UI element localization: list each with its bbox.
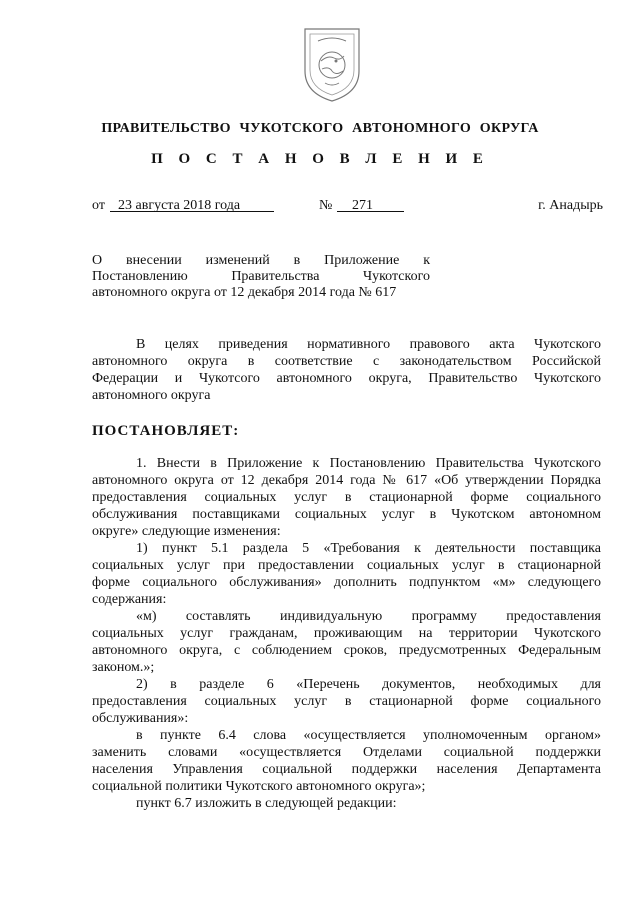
preamble-line: В целях приведения нормативного правового акта Чукотского (136, 337, 601, 352)
document-number: 271 (352, 198, 373, 213)
body-line: населения Управления социальной поддержки населения Департамента (92, 762, 601, 777)
subject-line: автономного округа от 12 декабря 2014 года № 617 (92, 285, 397, 300)
body-line: автономного округа, с соблюдением сроков, предусмотренных Федеральным (92, 643, 601, 658)
number-label: № (319, 198, 333, 213)
decree-heading: ПОСТАНОВЛЯЕТ: (92, 423, 240, 439)
body-line: социальных услуг при предоставлении социальных услуг в стационарной (92, 558, 601, 573)
date-prefix: от (92, 198, 105, 213)
body-line: 2) в разделе 6 «Перечень документов, необходимых для (136, 677, 601, 692)
decree-body (92, 455, 601, 812)
body-line: в пункте 6.4 слова «осуществляется уполномоченным органом» (136, 728, 601, 743)
body-line: 1) пункт 5.1 раздела 5 «Требования к деятельности поставщика (136, 541, 601, 556)
body-line: предоставления социальных услуг в стационарной форме социального (92, 490, 601, 505)
document-type-title: П О С Т А Н О В Л Е Н И Е (151, 151, 489, 167)
body-line: 1. Внести в Приложение к Постановлению Правительства Чукотского (136, 456, 601, 471)
body-line: содержания: (92, 592, 167, 607)
preamble-line: автономного округа в соответствие с законодательством Российской (92, 354, 601, 369)
body-line: заменить словами «осуществляется Отделами социальной поддержки (92, 745, 601, 760)
preamble-line: Федерации и Чукотсого автономного округа, Правительство Чукотского (92, 371, 601, 386)
body-line: пункт 6.7 изложить в следующей редакции: (136, 796, 397, 811)
government-title: ПРАВИТЕЛЬСТВО ЧУКОТСКОГО АВТОНОМНОГО ОКРУГА (101, 121, 539, 136)
document-subject (92, 253, 430, 301)
body-line: законом.»; (92, 660, 155, 675)
preamble-paragraph (92, 336, 601, 404)
city-name: г. Анадырь (538, 198, 603, 213)
subject-line: Постановлению Правительства Чукотского (92, 269, 430, 284)
body-line: округе» следующие изменения: (92, 524, 281, 539)
document-date: 23 августа 2018 года (118, 198, 241, 213)
body-line: обслуживания поставщиками социальных услуг в Чукотском автономном (92, 507, 601, 522)
number-underline (337, 211, 404, 212)
body-line: социальной политики Чукотского автономного округа»; (92, 779, 426, 794)
body-line: обслуживания»: (92, 711, 189, 726)
body-line: предоставления социальных услуг в стационарной форме социального (92, 694, 601, 709)
subject-line: О внесении изменений в Приложение к (92, 253, 430, 268)
body-line: социальных услуг гражданам, проживающим на территории Чукотского (92, 626, 601, 641)
coat-of-arms-emblem (301, 25, 363, 103)
body-line: «м) составлять индивидуальную программу предоставления (136, 609, 601, 624)
body-line: автономного округа от 12 декабря 2014 года № 617 «Об утверждении Порядка (92, 473, 601, 488)
preamble-line: автономного округа (92, 388, 211, 403)
date-underline (110, 211, 274, 212)
body-line: форме социального обслуживания» дополнить подпунктом «м» следующего (92, 575, 601, 590)
